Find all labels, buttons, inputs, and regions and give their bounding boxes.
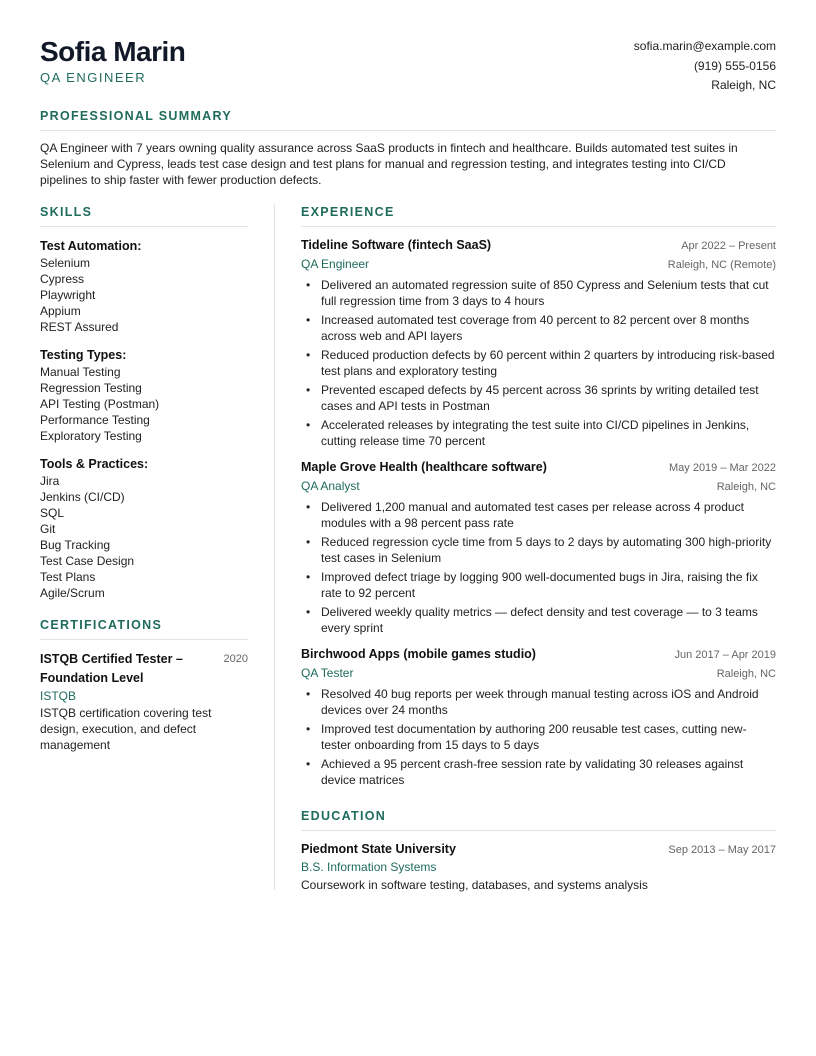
skill-item: Test Case Design	[40, 554, 135, 568]
job-bullet: • Reduced production defects by 60 percent within 2 quarters by introducing risk-based test plans and exploratory testing	[301, 347, 776, 379]
certifications-section	[40, 617, 248, 753]
job-bullet: • Achieved a 95 percent crash-free session rate by validating 30 releases against device matrices	[301, 756, 776, 788]
job-dates: May 2019 – Mar 2022	[668, 462, 776, 474]
job-bullet: • Delivered weekly quality metrics — defect density and test coverage — to 3 teams every sprint	[301, 604, 776, 636]
job-bullet: • Prevented escaped defects by 45 percent across 36 sprints by writing detailed test cases and API tests in Postman	[301, 382, 776, 414]
contact-info	[634, 37, 776, 96]
experience-heading: EXPERIENCE	[301, 204, 776, 227]
resume-header	[40, 36, 776, 108]
summary-text: QA Engineer with 7 years owning quality assurance across SaaS products in fintech and healthcare. Builds automated test suites in Selenium and Cypress, leads test case design and test plans for manual and regression testing, and integrates testing into CI/CD pipelines to ship faster with fewer production defects.	[40, 141, 738, 187]
job-bullet: • Delivered 1,200 manual and automated test cases per release across 4 product modules with a 98 percent pass rate	[301, 499, 776, 531]
education-heading: EDUCATION	[301, 808, 776, 831]
job-entry	[301, 646, 776, 788]
certification-issuer: ISTQB	[40, 689, 77, 703]
job-title: QA Analyst	[301, 479, 360, 493]
job-company: Tideline Software (fintech SaaS)	[301, 238, 492, 252]
job-entry	[301, 237, 776, 449]
contact-phone[interactable]: (919) 555-0156	[693, 58, 776, 73]
skill-item: API Testing (Postman)	[40, 397, 160, 411]
header-identity	[40, 36, 185, 86]
skill-item: Jira	[40, 474, 60, 488]
job-dates: Jun 2017 – Apr 2019	[674, 649, 776, 661]
skill-item: Manual Testing	[40, 365, 121, 379]
job-entry	[301, 459, 776, 636]
skill-group	[40, 237, 248, 335]
skills-groups	[40, 237, 248, 601]
certification-year: 2020	[223, 653, 248, 665]
skill-item: Appium	[40, 304, 81, 318]
job-title: QA Engineer	[301, 257, 370, 271]
education-degree: B.S. Information Systems	[301, 860, 437, 874]
job-dates: Apr 2022 – Present	[681, 240, 776, 252]
education-school: Piedmont State University	[301, 842, 456, 856]
skill-item: REST Assured	[40, 320, 119, 334]
skill-item: Jenkins (CI/CD)	[40, 490, 125, 504]
job-bullet: • Delivered an automated regression suite of 850 Cypress and Selenium tests that cut full regression time from 3 days to 4 hours	[301, 277, 776, 309]
certification-entry	[40, 650, 248, 753]
education-section	[301, 808, 776, 893]
job-bullet: • Increased automated test coverage from 40 percent to 82 percent over 8 months across web and API layers	[301, 312, 776, 344]
skill-item: Cypress	[40, 272, 85, 286]
education-dates: Sep 2013 – May 2017	[668, 844, 776, 856]
candidate-name: Sofia Marin	[40, 36, 186, 67]
job-bullets	[301, 686, 776, 788]
job-bullets	[301, 499, 776, 636]
skills-section	[40, 204, 248, 601]
skill-category: Test Automation:	[40, 239, 142, 253]
candidate-role: QA ENGINEER	[40, 70, 147, 85]
job-location: Raleigh, NC (Remote)	[667, 259, 776, 271]
skill-item: Regression Testing	[40, 381, 142, 395]
summary-heading: PROFESSIONAL SUMMARY	[40, 108, 776, 131]
skills-heading: SKILLS	[40, 204, 248, 227]
resume-page	[40, 36, 776, 893]
certifications-list	[40, 650, 248, 753]
skill-item: Test Plans	[40, 570, 96, 584]
job-location: Raleigh, NC	[716, 481, 776, 493]
skill-group	[40, 455, 248, 601]
education-description: Coursework in software testing, databases, and systems analysis	[301, 878, 648, 892]
job-title: QA Tester	[301, 666, 354, 680]
job-subheader	[301, 665, 776, 683]
job-bullet: • Accelerated releases by integrating the test suite into CI/CD pipelines in Jenkins, cutting release time 70 percent	[301, 417, 776, 449]
certification-header	[40, 650, 248, 688]
skill-item: Performance Testing	[40, 413, 150, 427]
job-company: Birchwood Apps (mobile games studio)	[301, 647, 536, 661]
two-column-layout	[40, 204, 776, 893]
contact-location: Raleigh, NC	[711, 78, 776, 92]
job-bullet: • Resolved 40 bug reports per week through manual testing across iOS and Android devices over 24 months	[301, 686, 776, 718]
job-location: Raleigh, NC	[716, 668, 776, 680]
summary-section	[40, 108, 776, 188]
job-subheader	[301, 478, 776, 496]
certifications-heading: CERTIFICATIONS	[40, 617, 248, 640]
right-column	[301, 204, 776, 893]
certification-description: ISTQB certification covering test design, execution, and defect management	[40, 706, 212, 752]
skill-item: Agile/Scrum	[40, 586, 105, 600]
certification-name: ISTQB Certified Tester – Foundation Level	[40, 652, 183, 685]
job-bullet: • Improved defect triage by logging 900 well-documented bugs in Jira, raising the fix rate to 92 percent	[301, 569, 776, 601]
skill-category: Tools & Practices:	[40, 457, 149, 471]
skill-category: Testing Types:	[40, 348, 127, 362]
job-list	[301, 237, 776, 788]
skill-item: SQL	[40, 506, 65, 520]
skill-item: Git	[40, 522, 56, 536]
skill-item: Playwright	[40, 288, 96, 302]
job-subheader	[301, 256, 776, 274]
education-header	[301, 841, 776, 859]
job-bullets	[301, 277, 776, 449]
skill-item: Bug Tracking	[40, 538, 111, 552]
job-header	[301, 646, 776, 664]
job-bullet: • Improved test documentation by authoring 200 reusable test cases, cutting new-tester onboarding from 15 days to 5 days	[301, 721, 776, 753]
education-entry	[301, 841, 776, 893]
education-list	[301, 841, 776, 893]
left-column	[40, 204, 248, 893]
job-header	[301, 459, 776, 477]
job-bullet: • Reduced regression cycle time from 5 days to 2 days by automating 300 high-priority test cases in Selenium	[301, 534, 776, 566]
job-header	[301, 237, 776, 255]
column-divider	[274, 204, 275, 890]
job-company: Maple Grove Health (healthcare software)	[301, 460, 547, 474]
skill-group	[40, 346, 248, 444]
contact-email[interactable]: sofia.marin@example.com	[633, 39, 776, 53]
experience-section	[301, 204, 776, 788]
skill-item: Exploratory Testing	[40, 429, 142, 443]
skill-item: Selenium	[40, 256, 91, 270]
